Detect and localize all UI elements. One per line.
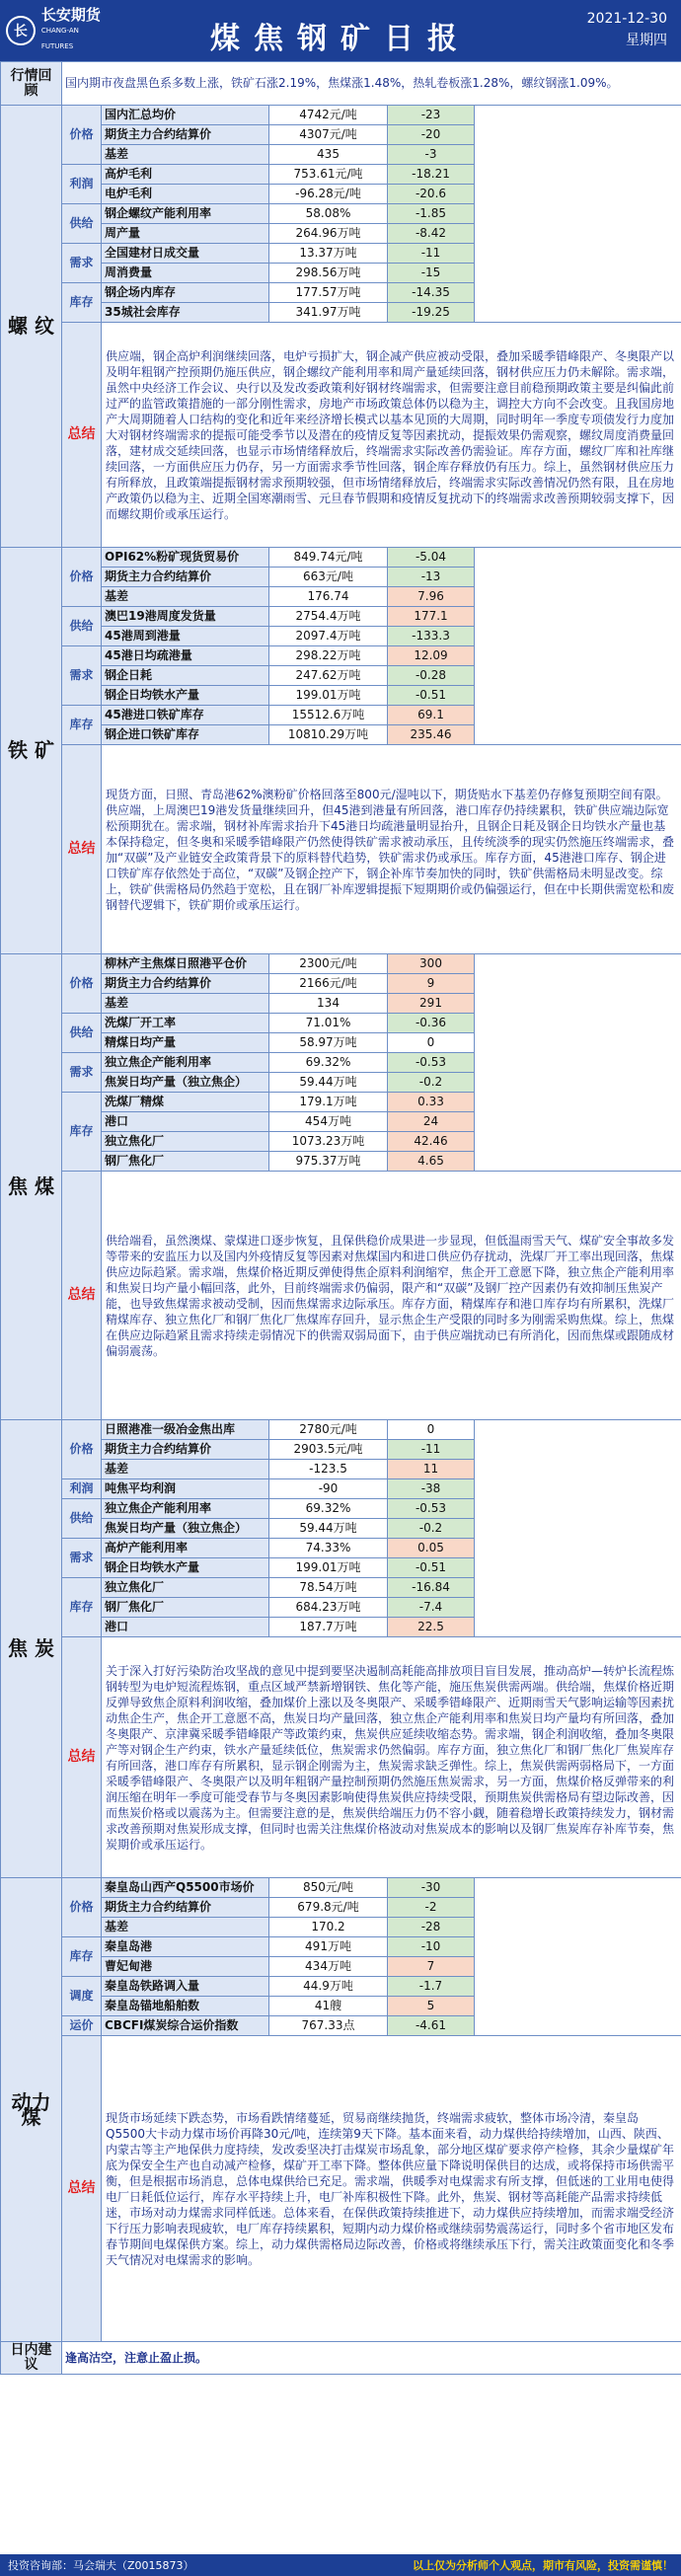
indicator-value: 71.01% xyxy=(269,1014,388,1033)
indicator-value: 78.54万吨 xyxy=(269,1578,388,1598)
category-label: 需求 xyxy=(62,646,102,706)
indicator-change: -23 xyxy=(388,106,475,125)
indicator-value: 4307元/吨 xyxy=(269,125,388,145)
indicator-value: 199.01万吨 xyxy=(269,686,388,706)
indicator-change: -8.42 xyxy=(388,224,475,244)
indicator-label: 焦炭日均产量（独立焦企） xyxy=(102,1519,269,1539)
category-label: 价格 xyxy=(62,106,102,165)
indicator-change: -16.84 xyxy=(388,1578,475,1598)
indicator-change: 42.46 xyxy=(388,1132,475,1152)
indicator-change: -5.04 xyxy=(388,548,475,568)
indicator-value: 435 xyxy=(269,145,388,165)
indicator-value: 69.32% xyxy=(269,1499,388,1519)
indicator-value: 10810.29万吨 xyxy=(269,725,388,745)
category-label: 价格 xyxy=(62,1420,102,1479)
indicator-change: -0.53 xyxy=(388,1499,475,1519)
indicator-value: 975.37万吨 xyxy=(269,1152,388,1172)
indicator-change: -0.28 xyxy=(388,666,475,686)
spacer-cell xyxy=(475,106,681,323)
indicator-value: 679.8元/吨 xyxy=(269,1898,388,1918)
indicator-change: 12.09 xyxy=(388,646,475,666)
indicator-change: 22.5 xyxy=(388,1618,475,1637)
indicator-change: 177.1 xyxy=(388,607,475,627)
summary-label: 总结 xyxy=(62,1172,102,1420)
indicator-value: 15512.6万吨 xyxy=(269,706,388,725)
indicator-change: 235.46 xyxy=(388,725,475,745)
indicator-change: -28 xyxy=(388,1918,475,1937)
indicator-value: 59.44万吨 xyxy=(269,1519,388,1539)
indicator-change: -11 xyxy=(388,1440,475,1460)
indicator-value: 298.22万吨 xyxy=(269,646,388,666)
indicator-value: 179.1万吨 xyxy=(269,1093,388,1112)
indicator-label: 期货主力合约结算价 xyxy=(102,1440,269,1460)
category-label: 库存 xyxy=(62,1937,102,1977)
indicator-change: -11 xyxy=(388,244,475,264)
spacer-cell xyxy=(475,548,681,745)
indicator-value: 2903.5元/吨 xyxy=(269,1440,388,1460)
indicator-change: -0.2 xyxy=(388,1073,475,1093)
indicator-value: 187.7万吨 xyxy=(269,1618,388,1637)
indicator-change: -13 xyxy=(388,568,475,587)
indicator-label: 周产量 xyxy=(102,224,269,244)
indicator-change: -10 xyxy=(388,1937,475,1957)
category-label: 价格 xyxy=(62,1878,102,1937)
category-label: 价格 xyxy=(62,954,102,1014)
indicator-label: 期货主力合约结算价 xyxy=(102,125,269,145)
indicator-value: 753.61元/吨 xyxy=(269,165,388,185)
indicator-change: 7.96 xyxy=(388,587,475,607)
indicator-label: 45港周到港量 xyxy=(102,627,269,646)
indicator-label: 高炉产能利用率 xyxy=(102,1539,269,1558)
spacer-cell xyxy=(475,954,681,1172)
report-date xyxy=(587,8,667,51)
indicator-value: 59.44万吨 xyxy=(269,1073,388,1093)
summary-text: 现货市场延续下跌态势，市场看跌情绪蔓延，贸易商继续抛货，终端需求疲软，整体市场冷清，秦皇岛Q5500大卡动力煤市场价再降30元/吨，连续第9天下降。基本面来看，动力煤供给持续增加，山西、陕西、内蒙古等主产地保供力度持续，发改委坚决打击煤炭市场乱象，部分地区煤矿要求停产检修，其余少量煤矿年底为保安全生产也自动减产检修，煤矿开工率下降。整体供应量下降说明保供目的达成，或将保持市场供需平衡，但是根据市场消息，总体电煤供给已充足。需求端，供暖季对电煤需求有所支撑，但低迷的工业用电使得电厂日耗低位运行，库存水平持续上升，电厂补库积极性下降。此外，焦炭、钢材等高耗能产品需求持续低迷，市场对动力煤需求同样低迷。总体来看，在保供政策持续推进下，动力煤供应持续增加，而需求端受经济下行压力影响表现疲软，电厂库存持续累积，短期内动力煤价格或继续弱势震荡运行，同时多个省市地区发布春节期间电煤保供方案。综上，动力煤供需格局边际改善，价格或将继续承压下行，需关注政策面变化和冬季天气情况对电煤需求的影响。 xyxy=(102,2036,681,2342)
summary-text: 供应端，钢企高炉利润继续回落，电炉亏损扩大，钢企减产供应被动受限，叠加采暖季错峰限产、冬奥限产以及明年粗钢产控预期仍施压供应，钢企螺纹产能利用率和周产量延续回落，钢材供应压力仍未解除。需求端，虽然中央经济工作会议、央行以及发改委政策利好钢材终端需求，但需要注意目前稳预期政策主要是纠偏此前过严的监管政策措施的一部分刚性需求，房地产市场政策总体仍以稳为主，调控大方向不会改变。且我国房地产大周期随着人口结构的变化和近年来经济增长模式以基本见顶的大周期，同时明年一季度专项债发行力度加大对钢材终端需求的提振可能受季节以及潜在的疫情反复等因素扰动，提振效果仍需观察，螺纹周度消费量回落，建材成交延续回落，也显示市场情绪释放后，终端需求实际改善仍需验证。库存方面，螺纹厂库和社库继续回落，一方面供应压力仍存，另一方面需求季节性回落，钢企库存释放仍有压力。综上，虽然钢材供应压力有所释放，且政策端提振钢材需求预期较强，但市场情绪释放后，终端需求实际改善情况仍然有限，且在房地产政策仍以稳为主、近期全国寒潮雨雪、元旦春节假期和疫情反复扰动下的终端需求改善预期较弱支撑下，因而螺纹期价或承压运行。 xyxy=(102,323,681,548)
data-table xyxy=(0,61,681,2375)
indicator-label: 钢厂焦化厂 xyxy=(102,1598,269,1618)
section-name: 螺 纹 xyxy=(1,106,62,548)
category-label: 需求 xyxy=(62,1539,102,1578)
indicator-value: 4742元/吨 xyxy=(269,106,388,125)
indicator-row xyxy=(1,1420,681,1440)
date-text: 2021-12-30 xyxy=(586,11,667,27)
indicator-change: 11 xyxy=(388,1460,475,1479)
indicator-change: -20.6 xyxy=(388,185,475,204)
indicator-label: 曹妃甸港 xyxy=(102,1957,269,1977)
daily-advice-text: 逢高沽空，注意止盈止损。 xyxy=(62,2342,681,2375)
category-label: 供给 xyxy=(62,1014,102,1053)
footer-contact: 投资咨询部：马会瑞夫（Z0015873） xyxy=(8,2559,194,2572)
indicator-label: 基差 xyxy=(102,994,269,1014)
indicator-value: 69.32% xyxy=(269,1053,388,1073)
indicator-change: -2 xyxy=(388,1898,475,1918)
summary-label: 总结 xyxy=(62,2036,102,2342)
category-label: 利润 xyxy=(62,165,102,204)
category-label: 库存 xyxy=(62,706,102,745)
indicator-label: 焦炭日均产量（独立焦企） xyxy=(102,1073,269,1093)
indicator-change: -1.85 xyxy=(388,204,475,224)
indicator-change: -14.35 xyxy=(388,283,475,303)
indicator-row xyxy=(1,1878,681,1898)
indicator-value: 491万吨 xyxy=(269,1937,388,1957)
category-label: 库存 xyxy=(62,283,102,323)
category-label: 供给 xyxy=(62,1499,102,1539)
indicator-change: 4.65 xyxy=(388,1152,475,1172)
indicator-label: 洗煤厂开工率 xyxy=(102,1014,269,1033)
indicator-label: 秦皇岛铁路调入量 xyxy=(102,1977,269,1997)
category-label: 价格 xyxy=(62,548,102,607)
indicator-label: 45港日均疏港量 xyxy=(102,646,269,666)
category-label: 利润 xyxy=(62,1479,102,1499)
report-header xyxy=(0,0,681,61)
indicator-value: 13.37万吨 xyxy=(269,244,388,264)
weekday-text: 星期四 xyxy=(626,33,667,48)
summary-row xyxy=(1,2036,681,2342)
daily-advice-row xyxy=(1,2342,681,2375)
category-label: 供给 xyxy=(62,204,102,244)
section-name: 铁 矿 xyxy=(1,548,62,954)
brand-name: 长安期货 xyxy=(40,6,101,24)
indicator-label: 独立焦化厂 xyxy=(102,1578,269,1598)
indicator-label: 基差 xyxy=(102,587,269,607)
indicator-label: 独立焦化厂 xyxy=(102,1132,269,1152)
indicator-value: 341.97万吨 xyxy=(269,303,388,323)
indicator-label: 秦皇岛锚地船舶数 xyxy=(102,1997,269,2016)
category-label: 运价 xyxy=(62,2016,102,2036)
section-name: 焦 煤 xyxy=(1,954,62,1420)
indicator-label: 秦皇岛山西产Q5500市场价 xyxy=(102,1878,269,1898)
indicator-label: 秦皇岛港 xyxy=(102,1937,269,1957)
market-review-label: 行情回顾 xyxy=(1,62,62,106)
indicator-change: -19.25 xyxy=(388,303,475,323)
spacer-cell xyxy=(475,1878,681,2036)
indicator-label: 柳林产主焦煤日照港平仓价 xyxy=(102,954,269,974)
summary-row xyxy=(1,1172,681,1420)
indicator-label: 钢企螺纹产能利用率 xyxy=(102,204,269,224)
indicator-change: -0.51 xyxy=(388,1558,475,1578)
indicator-label: 基差 xyxy=(102,1918,269,1937)
summary-text: 现货方面，日照、青岛港62%澳粉矿价格回落至800元/湿吨以下，期货贴水下基差仍存修复预期空间有限。供应端，上周澳巴19港发货量继续回升，但45港到港量有所回落，港口库存仍持续累积，铁矿供应端边际宽松预期犹在。需求端，钢材补库需求抬升下45港日均疏港量明显抬升，且钢企日耗及钢企日均铁水产量也基本保持稳定，但冬奥和采暖季错峰限产仍然使得铁矿需求被动承压，且传统淡季的现实仍然施压终端需求，叠加“双碳”及产业链安全政策背景下的原料替代趋势，铁矿需求仍或承压。库存方面，45港港口库存、钢企进口铁矿库存依然处于高位，“双碳”及钢企控产下，钢企补库节奏加快的同时，铁矿供需格局未明显改变。综上，铁矿供需格局仍然趋于宽松，且在钢厂补库逻辑提振下短期期价或仍偏强运行，但在中长期供需宽松和废钢替代逻辑下，铁矿期价或承压运行。 xyxy=(102,745,681,954)
category-label: 需求 xyxy=(62,1053,102,1093)
brand-name-en: CHANG-AN FUTURES xyxy=(40,27,79,50)
indicator-label: 期货主力合约结算价 xyxy=(102,1898,269,1918)
indicator-change: -18.21 xyxy=(388,165,475,185)
indicator-label: 澳巴19港周度发货量 xyxy=(102,607,269,627)
indicator-change: -133.3 xyxy=(388,627,475,646)
indicator-label: 钢企日均铁水产量 xyxy=(102,1558,269,1578)
category-label: 库存 xyxy=(62,1093,102,1172)
indicator-row xyxy=(1,548,681,568)
indicator-change: 0.33 xyxy=(388,1093,475,1112)
indicator-change: 7 xyxy=(388,1957,475,1977)
indicator-value: 454万吨 xyxy=(269,1112,388,1132)
indicator-value: 58.08% xyxy=(269,204,388,224)
indicator-value: 767.33点 xyxy=(269,2016,388,2036)
indicator-value: 176.74 xyxy=(269,587,388,607)
indicator-change: -20 xyxy=(388,125,475,145)
indicator-value: -96.28元/吨 xyxy=(269,185,388,204)
indicator-value: 1073.23万吨 xyxy=(269,1132,388,1152)
indicator-label: 港口 xyxy=(102,1618,269,1637)
indicator-value: 74.33% xyxy=(269,1539,388,1558)
category-label: 调度 xyxy=(62,1977,102,2016)
indicator-value: 684.23万吨 xyxy=(269,1598,388,1618)
indicator-change: -0.36 xyxy=(388,1014,475,1033)
indicator-value: 434万吨 xyxy=(269,1957,388,1977)
indicator-label: 基差 xyxy=(102,1460,269,1479)
daily-advice-label: 日内建议 xyxy=(1,2342,62,2375)
section-name: 动力煤 xyxy=(1,1878,62,2342)
indicator-label: 洗煤厂精煤 xyxy=(102,1093,269,1112)
indicator-change: -1.7 xyxy=(388,1977,475,1997)
report-footer xyxy=(0,2554,681,2576)
indicator-label: 基差 xyxy=(102,145,269,165)
indicator-label: 钢厂焦化厂 xyxy=(102,1152,269,1172)
indicator-change: -38 xyxy=(388,1479,475,1499)
indicator-value: 58.97万吨 xyxy=(269,1033,388,1053)
summary-row xyxy=(1,1637,681,1878)
indicator-row xyxy=(1,954,681,974)
indicator-label: 钢企进口铁矿库存 xyxy=(102,725,269,745)
indicator-label: 精煤日均产量 xyxy=(102,1033,269,1053)
indicator-change: -7.4 xyxy=(388,1598,475,1618)
indicator-row xyxy=(1,106,681,125)
indicator-change: -15 xyxy=(388,264,475,283)
footer-disclaimer: 以上仅为分析师个人观点，期市有风险，投资需谨慎！ xyxy=(413,2559,673,2572)
indicator-label: 周消费量 xyxy=(102,264,269,283)
indicator-label: 独立焦企产能利用率 xyxy=(102,1053,269,1073)
indicator-change: 24 xyxy=(388,1112,475,1132)
indicator-label: 期货主力合约结算价 xyxy=(102,568,269,587)
indicator-change: 0.05 xyxy=(388,1539,475,1558)
indicator-label: 港口 xyxy=(102,1112,269,1132)
indicator-label: 钢企场内库存 xyxy=(102,283,269,303)
indicator-value: 134 xyxy=(269,994,388,1014)
indicator-change: -3 xyxy=(388,145,475,165)
indicator-value: 264.96万吨 xyxy=(269,224,388,244)
indicator-label: 35城社会库存 xyxy=(102,303,269,323)
indicator-value: 2097.4万吨 xyxy=(269,627,388,646)
indicator-label: 期货主力合约结算价 xyxy=(102,974,269,994)
indicator-value: 2166元/吨 xyxy=(269,974,388,994)
market-review-row xyxy=(1,62,681,106)
market-review-text: 国内期市夜盘黑色系多数上涨，铁矿石涨2.19%，焦煤涨1.48%，热轧卷板涨1.28%，螺纹钢涨1.09%。 xyxy=(62,62,681,106)
indicator-label: 45港进口铁矿库存 xyxy=(102,706,269,725)
indicator-label: 吨焦平均利润 xyxy=(102,1479,269,1499)
indicator-change: 69.1 xyxy=(388,706,475,725)
indicator-label: 钢企日耗 xyxy=(102,666,269,686)
indicator-value: 177.57万吨 xyxy=(269,283,388,303)
summary-row xyxy=(1,323,681,548)
indicator-change: 5 xyxy=(388,1997,475,2016)
indicator-value: 199.01万吨 xyxy=(269,1558,388,1578)
indicator-label: 独立焦企产能利用率 xyxy=(102,1499,269,1519)
summary-label: 总结 xyxy=(62,1637,102,1878)
summary-label: 总结 xyxy=(62,323,102,548)
indicator-value: 2300元/吨 xyxy=(269,954,388,974)
indicator-value: 170.2 xyxy=(269,1918,388,1937)
indicator-value: -90 xyxy=(269,1479,388,1499)
indicator-change: 9 xyxy=(388,974,475,994)
indicator-change: 0 xyxy=(388,1033,475,1053)
indicator-label: 全国建材日成交量 xyxy=(102,244,269,264)
category-label: 供给 xyxy=(62,607,102,646)
indicator-change: -0.51 xyxy=(388,686,475,706)
summary-row xyxy=(1,745,681,954)
indicator-value: 298.56万吨 xyxy=(269,264,388,283)
indicator-value: 44.9万吨 xyxy=(269,1977,388,1997)
summary-text: 关于深入打好污染防治攻坚战的意见中提到要坚决遏制高耗能高排放项目盲目发展，推动高炉—转炉长流程炼钢转型为电炉短流程炼钢，重点区域严禁新增钢铁、焦化等产能，施压焦炭供需两端。供给端，焦煤价格近期反弹导致焦企原料利润收缩，叠加煤价上涨以及冬奥限产、采暖季错峰限产、近期雨雪天气影响运输等因素扰动焦企生产，焦企开工意愿不高，焦炭日均产量回落，独立焦企产能利用率和焦炭日均产量均有所回落，叠加冬奥限产、京津冀采暖季错峰限产等政策约束，焦炭供应延续收缩态势。需求端，钢企利润收缩，叠加冬奥限产等对钢企生产约束，铁水产量延续低位，焦炭需求仍然偏弱。库存方面，独立焦化厂和钢厂焦化厂焦炭库存有所回落，港口库存有所累积，显示钢企刚需为主，焦炭需求缺乏弹性。综上，焦炭供需两弱格局下，一方面采暖季错峰限产、冬奥限产以及明年粗钢产量控制预期仍然施压焦炭需求，另一方面，焦煤价格反弹带来的利润压缩在明年一季度可能受春节与冬奥因素影响使得焦炭供应持续受限，预期焦炭供需格局有望边际改善，因而焦炭价格或以震荡为主。但需要注意的是，焦炭供给端压力仍不容小觑，随着稳增长政策持续发力，钢材需求改善预期对焦炭形成支撑，但同时也需关注焦煤价格波动对焦炭成本的影响以及钢厂焦炭库存补库节奏，焦炭期价或承压运行。 xyxy=(102,1637,681,1878)
indicator-value: 41艘 xyxy=(269,1997,388,2016)
indicator-value: 2754.4万吨 xyxy=(269,607,388,627)
indicator-value: 849.74元/吨 xyxy=(269,548,388,568)
indicator-label: 日照港准一级冶金焦出库 xyxy=(102,1420,269,1440)
summary-label: 总结 xyxy=(62,745,102,954)
section-name: 焦 炭 xyxy=(1,1420,62,1878)
spacer-cell xyxy=(475,1420,681,1637)
indicator-label: OPI62%粉矿现货贸易价 xyxy=(102,548,269,568)
category-label: 库存 xyxy=(62,1578,102,1637)
indicator-value: 663元/吨 xyxy=(269,568,388,587)
indicator-change: 0 xyxy=(388,1420,475,1440)
indicator-change: 300 xyxy=(388,954,475,974)
indicator-label: 电炉毛利 xyxy=(102,185,269,204)
indicator-value: 2780元/吨 xyxy=(269,1420,388,1440)
indicator-value: -123.5 xyxy=(269,1460,388,1479)
indicator-label: 高炉毛利 xyxy=(102,165,269,185)
summary-text: 供给端看，虽然澳煤、蒙煤进口逐步恢复，且保供稳价成果进一步显现，但低温雨雪天气、煤矿安全事故多发等带来的安监压力以及国内外疫情反复等因素对焦煤国内和进口供应仍存扰动，洗煤厂开工率出现回落，焦煤供应边际趋紧。需求端，焦煤价格近期反弹使得焦企原料利润缩窄，焦企开工意愿下降，独立焦企产能利用率和焦炭日均产量小幅回落，此外，目前终端需求仍偏弱，限产和“双碳”及钢厂控产因素仍有效抑制压焦炭产能，也导致焦煤需求被动受制，因而焦煤需求边际承压。库存方面，精煤库存和港口库存均有所累积，洗煤厂精煤库存、独立焦化厂和钢厂焦化厂焦煤库存回升，显示焦企生产受限的同时多为刚需采购焦煤。综上，焦煤在供应边际趋紧且需求持续走弱情况下的供需双弱局面下，由于供应端扰动已有所消化，因而焦煤或跟随成材偏弱震荡。 xyxy=(102,1172,681,1420)
category-label: 需求 xyxy=(62,244,102,283)
report-title: 煤焦钢矿日报 xyxy=(210,22,471,56)
indicator-change: -0.2 xyxy=(388,1519,475,1539)
indicator-value: 850元/吨 xyxy=(269,1878,388,1898)
indicator-label: 钢企日均铁水产量 xyxy=(102,686,269,706)
indicator-label: 国内汇总均价 xyxy=(102,106,269,125)
indicator-change: -4.61 xyxy=(388,2016,475,2036)
indicator-change: -0.53 xyxy=(388,1053,475,1073)
chang-an-futures-logo-icon: 长 xyxy=(6,16,36,45)
indicator-label: CBCFI煤炭综合运价指数 xyxy=(102,2016,269,2036)
indicator-change: -30 xyxy=(388,1878,475,1898)
indicator-change: 291 xyxy=(388,994,475,1014)
indicator-value: 247.62万吨 xyxy=(269,666,388,686)
